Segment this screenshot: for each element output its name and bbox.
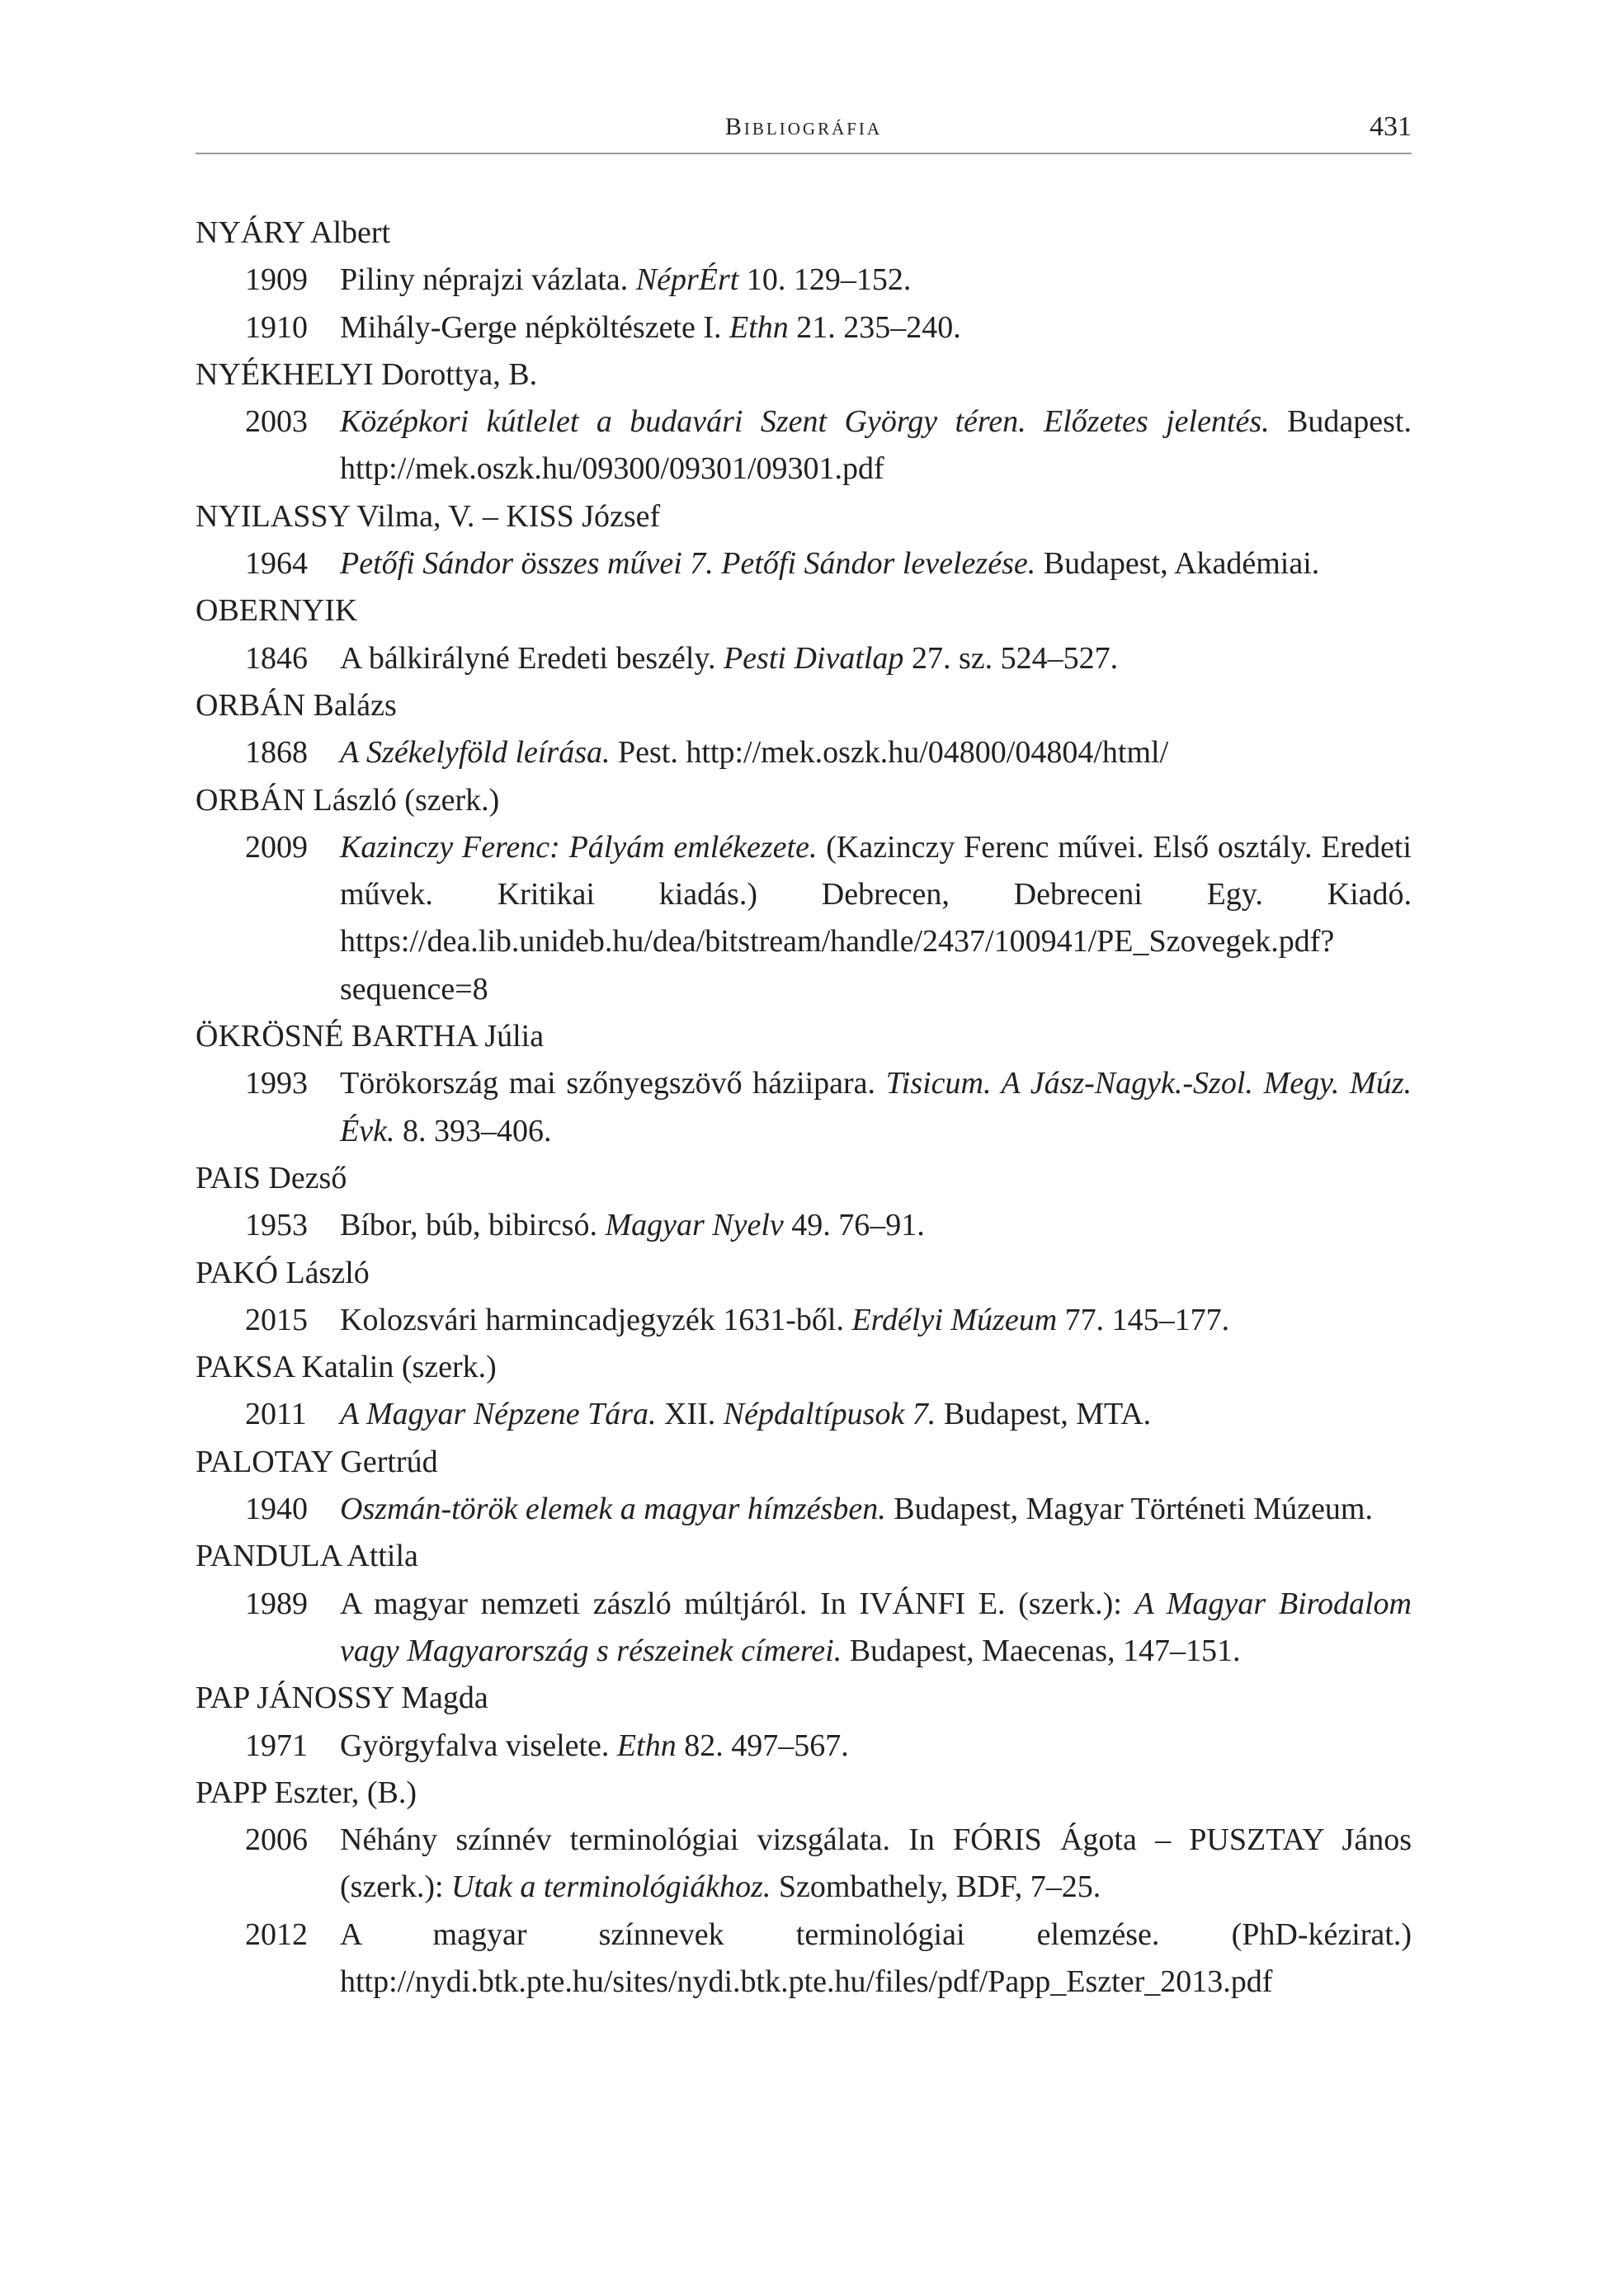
entry-year: 2012 [245, 1916, 308, 1952]
author-heading: PAKSA Katalin (szerk.) [196, 1350, 497, 1385]
bibliography-entry [196, 304, 1412, 351]
entry-text-part: A magyar nemzeti zászló múltjáról. In IVÁNFI E. (szerk.): [340, 1586, 1135, 1621]
entry-title-italic: Kazinczy Ferenc: Pályám emlékezete. [340, 829, 818, 865]
author-heading: ÖKRÖSNÉ BARTHA Júlia [196, 1019, 545, 1054]
entry-text-part: Törökország mai szőnyegszövő háziipara. [340, 1066, 886, 1101]
entry-text-part: Szombathely, BDF, 7–25. [771, 1869, 1101, 1905]
bibliography-entry [196, 398, 1412, 493]
running-title: Bibliográfia [724, 113, 883, 140]
entry-year: 1910 [245, 309, 308, 345]
entry-text [340, 635, 1412, 682]
page-header [196, 110, 1412, 154]
author-heading: PAIS Dezső [196, 1160, 347, 1195]
entry-text-part: Pest. http://mek.oszk.hu/04800/04804/html/ [610, 735, 1169, 771]
entry-text-part: Piliny néprajzi vázlata. [340, 262, 636, 298]
entry-text-part: Budapest, Akadémiai. [1035, 546, 1320, 582]
bibliography-entry [196, 635, 1412, 682]
entry-text [340, 1391, 1412, 1438]
entry-text-part: 27. sz. 524–527. [903, 640, 1119, 676]
entry-text-part: XII. [656, 1397, 724, 1432]
entry-year: 1846 [245, 640, 308, 676]
entry-text [340, 540, 1412, 587]
bibliography-entry [196, 1723, 1412, 1770]
entry-text-part: Budapest, Maecenas, 147–151. [842, 1633, 1241, 1668]
entry-text-part: Budapest, Magyar Történeti Múzeum. [885, 1492, 1373, 1527]
entry-title-italic: A Székelyföld leírása. [340, 735, 611, 771]
entry-text [340, 1202, 1412, 1249]
bibliography-entry [196, 1297, 1412, 1344]
entry-text-part: A bálkirályné Eredeti beszély. [340, 640, 724, 676]
author-heading: PAKÓ László [196, 1255, 370, 1290]
entry-year: 1964 [245, 546, 308, 582]
entry-year: 2006 [245, 1822, 308, 1858]
entry-text [340, 304, 1412, 351]
bibliography-entry [196, 1060, 1412, 1155]
bibliography-entry [196, 1912, 1412, 2006]
entry-text-part: Budapest, MTA. [936, 1397, 1152, 1432]
entry-title-italic: Magyar Nyelv [605, 1208, 784, 1243]
entry-text-part: Néhány színnév terminológiai vizsgálata. In FÓRIS Ágota – PUSZTAY János (szerk.): [340, 1822, 1412, 1905]
bibliography-entry [196, 1486, 1412, 1533]
entry-text [340, 1060, 1412, 1155]
author-heading: NYILASSY Vilma, V. – KISS József [196, 498, 661, 534]
entry-text [340, 257, 1412, 304]
entry-year: 2011 [245, 1397, 307, 1432]
entry-year: 1953 [245, 1208, 308, 1243]
entry-year: 1989 [245, 1586, 308, 1621]
entry-title-italic: NéprÉrt [635, 262, 739, 298]
author-heading: NYÉKHELYI Dorottya, B. [196, 356, 538, 392]
entry-text-part: 21. 235–240. [788, 309, 961, 345]
bibliography-entry [196, 1817, 1412, 1912]
entry-text-part: Bíbor, búb, bibircsó. [340, 1208, 606, 1243]
entry-year: 2003 [245, 404, 308, 440]
entry-text [340, 1297, 1412, 1344]
bibliography-entry [196, 257, 1412, 304]
entry-year: 1868 [245, 735, 308, 771]
entry-text-part: Budapest. http://mek.oszk.hu/09300/09301/09301.pdf [340, 404, 1412, 487]
author-heading: PANDULA Attila [196, 1539, 418, 1574]
author-heading: ORBÁN Balázs [196, 687, 397, 723]
entry-title-italic: Oszmán-török elemek a magyar hímzésben. [340, 1492, 886, 1527]
entry-title-italic: Tisicum. A Jász-Nagyk.-Szol. Megy. Múz. Évk. [340, 1066, 1412, 1148]
entry-title-italic: A Magyar Népzene Tára. [340, 1397, 657, 1432]
entry-year: 1971 [245, 1728, 308, 1763]
entry-text-part: A magyar színnevek terminológiai elemzése. (PhD-kézirat.) http://nydi.btk.pte.hu/sites/nydi.btk.pte.hu/files/pdf/Papp_Eszter_2013.pdf [340, 1916, 1412, 1999]
entry-text-part: 49. 76–91. [783, 1208, 925, 1243]
entry-text [340, 1581, 1412, 1676]
bibliography-entry [196, 1202, 1412, 1249]
entry-text [340, 1723, 1412, 1770]
entry-year: 2015 [245, 1302, 308, 1337]
author-heading: ORBÁN László (szerk.) [196, 782, 500, 818]
author-heading: OBERNYIK [196, 593, 358, 629]
entry-title-italic: Erdélyi Múzeum [851, 1302, 1058, 1337]
entry-text-part: Györgyfalva viselete. [340, 1728, 617, 1763]
entry-text-part: 10. 129–152. [738, 262, 912, 298]
entry-text [340, 1817, 1412, 1912]
bibliography-entry [196, 1581, 1412, 1676]
entry-text-part: (Kazinczy Ferenc művei. Első osztály. Eredeti művek. Kritikai kiadás.) Debrecen, Debreceni Egy. Kiadó. https://dea.lib.unideb.hu/dea/bitstream/handle/2437/100941/PE_Szovegek.pdf?sequence=8 [340, 829, 1412, 1007]
author-heading: PAPP Eszter, (B.) [196, 1775, 417, 1810]
author-heading: NYÁRY Albert [196, 215, 391, 250]
entry-title-italic: Ethn [616, 1728, 677, 1763]
entry-text [340, 398, 1412, 493]
entry-year: 2009 [245, 829, 308, 865]
entry-text-part: 82. 497–567. [676, 1728, 849, 1763]
entry-text [340, 824, 1412, 1013]
entry-text [340, 1486, 1412, 1533]
author-heading: PALOTAY Gertrúd [196, 1444, 438, 1479]
page-number: 431 [1370, 111, 1412, 142]
entry-text-part: 77. 145–177. [1057, 1302, 1230, 1337]
entry-title-italic: A Magyar Birodalom vagy Magyarország s részeinek címerei. [340, 1586, 1412, 1668]
entry-title-italic: Petőfi Sándor összes művei 7. Petőfi Sándor levelezése. [340, 546, 1036, 582]
entry-year: 1940 [245, 1492, 308, 1527]
entry-text-part: Kolozsvári harmincadjegyzék 1631-ből. [340, 1302, 852, 1337]
entry-year: 1993 [245, 1066, 308, 1101]
entry-text-part: 8. 393–406. [394, 1113, 552, 1148]
bibliography-entry [196, 824, 1412, 1013]
entry-year: 1909 [245, 262, 308, 298]
entry-title-italic: Utak a terminológiákhoz. [451, 1869, 771, 1905]
bibliography-entry [196, 540, 1412, 587]
entry-text [340, 729, 1412, 776]
entry-title-italic: Középkori kútlelet a budavári Szent György téren. Előzetes jelentés. [340, 404, 1270, 440]
entry-title-italic: Ethn [729, 309, 789, 345]
entry-title-italic: Népdaltípusok 7. [723, 1397, 936, 1432]
entry-title-italic: Pesti Divatlap [723, 640, 904, 676]
author-heading: PAP JÁNOSSY Magda [196, 1681, 488, 1716]
bibliography-entry [196, 1391, 1412, 1438]
entry-text [340, 1912, 1412, 2006]
bibliography-entry [196, 729, 1412, 776]
bibliography-list [196, 210, 1412, 2006]
entry-text-part: Mihály-Gerge népköltészete I. [340, 309, 730, 345]
